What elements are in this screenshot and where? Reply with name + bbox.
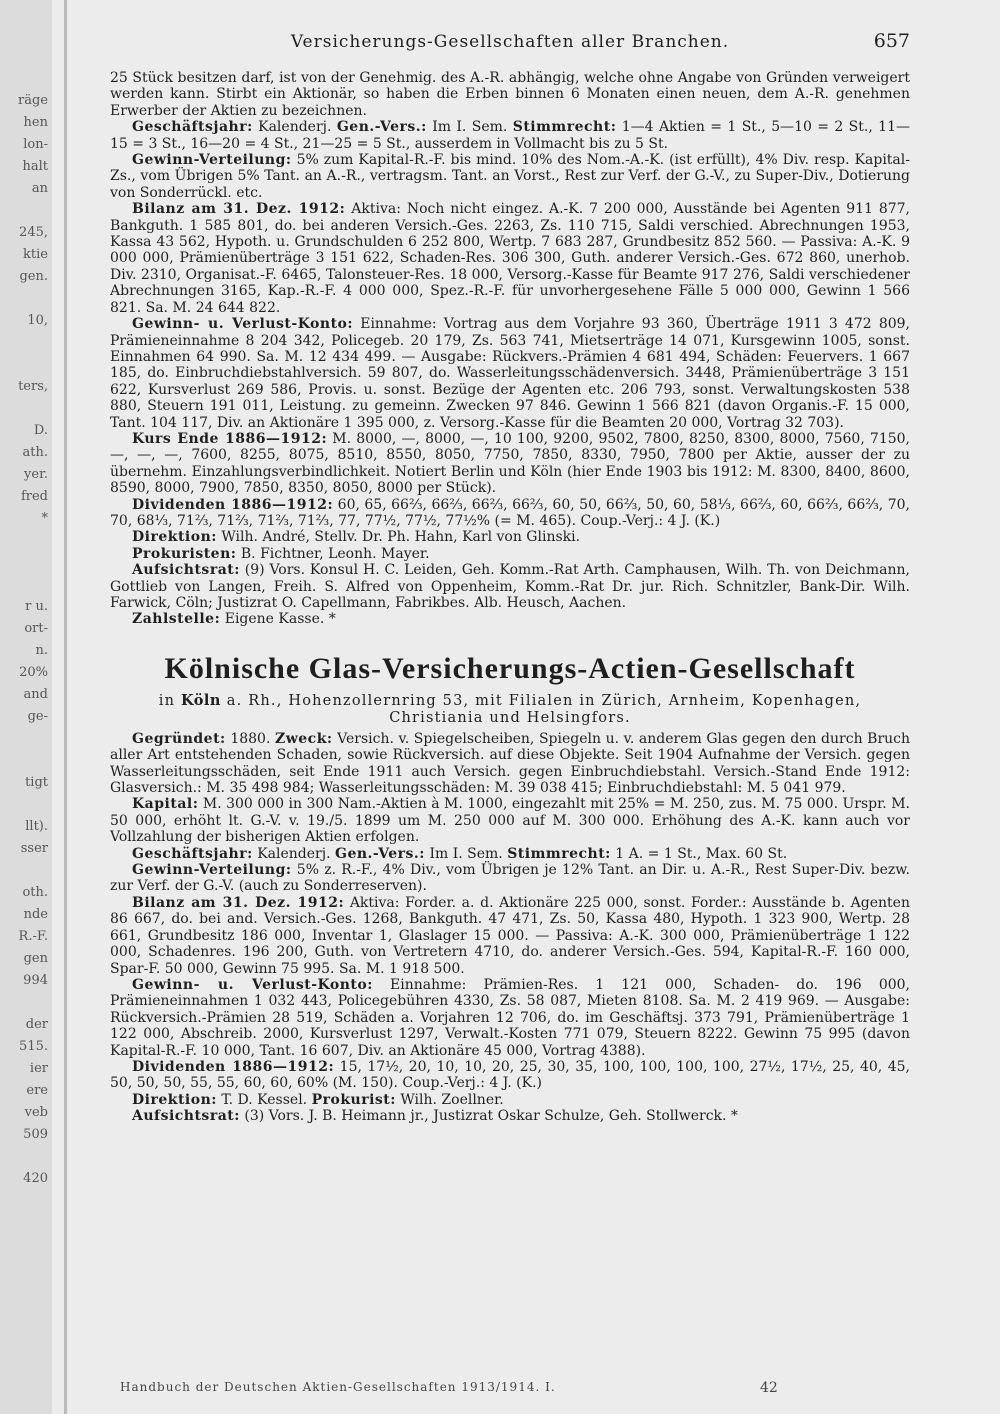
company-location xyxy=(110,692,910,727)
section-label: Kurs Ende 1886—1912: xyxy=(132,430,328,447)
section-text: 5% z. R.-F., 4% Div., vom Übrigen je 12% Tant. an Dir. u. A.-R., Rest Super-Div. bezw. zur Verf. der G.-V. (auch zu Sonderreserven). xyxy=(110,862,910,895)
section-label: Kapital: xyxy=(132,796,199,813)
margin-fragment xyxy=(0,200,48,222)
margin-fragment: ier xyxy=(29,1061,48,1076)
section-paragraph xyxy=(110,895,910,977)
location-text: a. Rh., Hohenzollernring 53, mit Filialen in Zürich, Arnheim, Kopenhagen, Christiania und Helsingfors. xyxy=(226,692,862,726)
running-title: Versicherungs-Gesellschaften aller Branchen. xyxy=(290,32,730,52)
section-text: M. 8000, —, 8000, —, 10 100, 9200, 9502, 7800, 8250, 8300, 8000, 7560, 7150, —, —, —, 7600, 8255, 8075, 8510, 8550, 8050, 7750, 7850, 8330, 7950, 7800 per Aktie, ausser der zu übernehm. Einzahlungsverbindlichkeit. Notiert Berlin und Köln (hier Ende 1903 bis 1912: M. 8300, 8400, 8600, 8590, 8000, 7900, 7850, 8350, 8050, 8000 per Stück). xyxy=(110,430,910,497)
section-text: 1—4 Aktien = 1 St., 5—10 = 2 St., 11—15 = 3 St., 16—20 = 4 St., 21—25 = 5 St., ausserdem in Vollmacht bis zu 5 St. xyxy=(110,119,910,152)
entry-intro-paragraph: 25 Stück besitzen darf, ist von der Genehmig. des A.-R. abhängig, welche ohne Angabe von Gründen verweigert werden kann. Stirbt ein Aktionär, so haben die Erben binnen 6 Monaten einen neuen, dem A.-R. genehmen Erwerber der Aktien zu bezeichnen. xyxy=(110,70,910,119)
margin-fragment xyxy=(0,398,48,420)
section-label: Gewinn- u. Verlust-Konto: xyxy=(132,316,354,333)
section-text: Einnahme: Prämien-Res. 1 121 000, Schaden- do. 196 000, Prämieneinnahmen 1 032 443, Policegebühren 4330, Zs. 58 087, Mieten 8108. Sa. M. 2 419 969. — Ausgabe: Rückversich.-Prämien 28 519, Schäden a. Vorjahren 12 706, do. im Geschäftsj. 373 791, Prämienüberträge 1 122 000, Abschreib. 2000, Kursverlust 1297, Verwalt.-Kosten 771 079, Steuern 8222. Gewinn 75 995 (davon Kapital-R.-F. 10 000, Tant. 16 607, Div. an Aktionäre 45 000, Vortrag 4388). xyxy=(110,976,910,1059)
margin-fragment: hen xyxy=(23,115,48,130)
location-prefix: in xyxy=(158,692,176,709)
section-label: Bilanz am 31. Dez. 1912: xyxy=(132,201,346,218)
margin-fragment: fred xyxy=(20,489,48,504)
margin-fragment: ere xyxy=(26,1083,48,1098)
margin-fragment: lon- xyxy=(23,137,48,152)
margin-fragment: oth. xyxy=(22,885,48,900)
margin-fragment: gen xyxy=(23,951,48,966)
section-label: Geschäftsjahr: xyxy=(132,119,253,136)
margin-fragment: ters, xyxy=(18,379,48,394)
section-paragraph xyxy=(110,731,910,797)
section-text: (9) Vors. Konsul H. C. Leiden, Geh. Komm.-Rat Arth. Camphausen, Wilh. Th. von Deichmann, Gottlieb von Langen, Freih. S. Alfred von Oppenheim, Komm.-Rat Dr. jur. Rich. Schnitzler, Bank-Dir. Wilh. Farwick, Cöln; Justizrat O. Capellmann, Fabrikbes. Alb. Heusch, Aachen. xyxy=(110,562,910,611)
margin-fragment: 420 xyxy=(23,1171,48,1186)
section-label: Gewinn- u. Verlust-Konto: xyxy=(132,976,373,993)
section-label: Bilanz am 31. Dez. 1912: xyxy=(132,894,345,911)
section-text: Einnahme: Vortrag aus dem Vorjahre 93 360, Überträge 1911 3 472 809, Prämieneinnahme 8 204 342, Policegeb. 20 179, Zs. 563 741, Mietserträge 14 071, Kursgewinn 1005, sonst. Einnahmen 64 990. Sa. M. 12 434 499. — Ausgabe: Rückvers.-Prämien 4 681 494, Schäden: Feuervers. 1 667 185, do. Einbruchdiebstahlversich. 59 807, do. Wasserleitungsschädenversich. 3448, Prämienüberträge 3 151 622, Kursverlust 269 586, Provis. u. sonst. Bezüge der Agenten etc. 206 793, sonst. Verwaltungskosten 538 880, Steuern 191 011, Leistung. zu gemeinn. Zwecken 97 846. Gewinn 1 566 821 (davon Organis.-F. 15 000, Tant. 104 117, Div. an Aktionäre 1 395 000, z. Versorg.-Kasse für die Beamten 20 000, Vortrag 32 703). xyxy=(110,316,910,431)
section-label: Zahlstelle: xyxy=(132,611,221,628)
section-text: Versich. v. Spiegelscheiben, Spiegeln u. v. anderem Glas gegen den durch Bruch aller Art entstehenden Schaden, sowie Rückversich. auf diese Objekte. Seit 1904 Aufnahme der Versich. gegen Wasserleitungsschäden, seit Ende 1911 auch Versich. gegen Einbruchdiebstahl. Versich.-Stand Ende 1912: Glasversich.: M. 35 498 984; Wasserleitungsschäden: M. 39 038 415; Einbruchdiebstahl: M. 5 041 979. xyxy=(110,730,910,797)
company-title: Kölnische Glas-Versicherungs-Actien-Gesellschaft xyxy=(164,651,856,685)
section-text: Aktiva: Forder. a. d. Aktionäre 225 000, sonst. Forder.: Ausstände b. Agenten 86 667, do. bei and. Versich.-Ges. 1268, Bankguth. 47 471, Zs. 50, Kassa 480, Hypoth. 1 323 900, Wertp. 28 661, Grundbesitz 186 000, Inventar 1, Glaslager 15 000. — Passiva: A.-K. 300 000, Prämienüberträge 1 122 000, Schadenres. 196 200, Guth. von Vertretern 4710, do. anderer Versich.-Ges. 594, Kapital-R.-F. 160 000, Spar-F. 50 000, Gewinn 75 995. Sa. M. 1 918 500. xyxy=(110,894,910,977)
margin-fragment xyxy=(0,860,48,882)
section-label: Gen.-Vers.: xyxy=(336,119,427,136)
section-paragraph xyxy=(110,201,910,316)
section-text: 1 A. = 1 St., Max. 60 St. xyxy=(615,845,788,862)
margin-fragment xyxy=(0,574,48,596)
footer-source: Handbuch der Deutschen Aktien-Gesellschaften 1913/1914. I. xyxy=(120,1380,556,1394)
margin-fragment: R.-F. xyxy=(18,929,48,944)
section-text: (3) Vors. J. B. Heimann jr., Justizrat Oskar Schulze, Geh. Stollwerck. * xyxy=(244,1108,738,1125)
footer-sheet-number: 42 xyxy=(760,1380,778,1396)
section-label: Prokuristen: xyxy=(132,545,237,562)
margin-fragment: 994 xyxy=(23,973,48,988)
section-paragraph xyxy=(110,529,910,545)
page-footer xyxy=(110,1380,910,1400)
section-label: Dividenden 1886—1912: xyxy=(132,496,334,513)
section-label: Stimmrecht: xyxy=(512,119,617,136)
section-label: Gewinn-Verteilung: xyxy=(132,152,292,169)
margin-fragment: 20% xyxy=(19,665,48,680)
section-paragraph xyxy=(110,546,910,562)
section-label: Stimmrecht: xyxy=(507,845,611,862)
section-label: Dividenden 1886—1912: xyxy=(132,1058,335,1075)
section-label: Geschäftsjahr: xyxy=(132,845,253,862)
margin-fragment: sser xyxy=(20,841,48,856)
section-paragraph xyxy=(110,431,910,497)
section-paragraph xyxy=(110,796,910,845)
section-label: Gegründet: xyxy=(132,730,226,747)
margin-fragment: nde xyxy=(23,907,48,922)
section-text: 5% zum Kapital-R.-F. bis mind. 10% des Nom.-A.-K. (ist erfüllt), 4% Div. resp. Kapital-Zs., vom Übrigen 5% Tant. an A.-R., vertragsm. Tant. an Vorst., Rest zur Verf. der G.-V., zu Super-Div., Dotierung von Sonderrückl. etc. xyxy=(110,152,910,201)
margin-fragment: llt). xyxy=(25,819,48,834)
section-paragraph xyxy=(110,1092,910,1108)
section-label: Aufsichtsrat: xyxy=(132,562,240,579)
margin-fragment: 10, xyxy=(27,313,48,328)
margin-fragment: n. xyxy=(35,643,48,658)
margin-fragment xyxy=(0,288,48,310)
section-text: Aktiva: Noch nicht eingez. A.-K. 7 200 000, Ausstände bei Agenten 911 877, Bankguth. 1 585 801, do. bei anderen Versich.-Ges. 2263, Zs. 110 715, Saldi verschied. Abrechnungen 1953, Kassa 43 562, Hypoth. u. Grundschulden 6 252 800, Wertp. 7 683 287, Grundbesitz 852 560. — Passiva: A.-K. 9 000 000, Prämienüberträge 3 151 622, Schaden-Res. 306 300, Guth. anderer Versich.-Ges. 672 860, unerhob. Div. 2310, Organisat.-F. 6465, Talonsteuer-Res. 18 000, Versorg.-Kasse für Beamte 917 276, Saldi verschiedener Abrechnungen 3165, Kap.-R.-F. 4 000 000, Spez.-R.-F. für unvorhergesehene Fälle 5 000 000, Gewinn 1 566 821. Sa. M. 24 644 822. xyxy=(110,201,910,316)
margin-fragment: D. xyxy=(33,423,48,438)
section-paragraph xyxy=(110,152,910,201)
margin-fragment: 509 xyxy=(23,1127,48,1142)
margin-fragment: gen. xyxy=(19,269,48,284)
margin-fragment: r u. xyxy=(25,599,48,614)
margin-fragment: yer. xyxy=(24,467,48,482)
company-entry-continued xyxy=(110,70,910,628)
section-text: 1880. xyxy=(230,730,271,747)
margin-fragment xyxy=(0,794,48,816)
margin-fragment: ktie xyxy=(23,247,48,262)
section-label: Aufsichtsrat: xyxy=(132,1108,240,1125)
section-text: Eigene Kasse. * xyxy=(224,611,336,628)
section-label: Direktion: xyxy=(132,1091,217,1108)
left-margin-fragments xyxy=(0,90,48,1190)
section-paragraph xyxy=(110,862,910,895)
margin-fragment: and xyxy=(23,687,48,702)
margin-fragment xyxy=(0,530,48,552)
section-paragraph xyxy=(110,846,910,862)
location-city: Köln xyxy=(180,691,221,709)
section-text: Wilh. Zoellner. xyxy=(400,1091,504,1108)
section-paragraph xyxy=(110,611,910,627)
section-text: M. 300 000 in 300 Nam.-Aktien à M. 1000, eingezahlt mit 25% = M. 250, zus. M. 75 000. Urspr. M. 50 000, erhöht lt. G.-V. v. 19./5. 1899 um M. 250 000 auf M. 300 000. Erhöhung des A.-K. kann auch vor Vollzahlung der bisherigen Aktien erfolgen. xyxy=(110,796,910,846)
margin-fragment: an xyxy=(31,181,48,196)
section-text: T. D. Kessel. xyxy=(221,1091,308,1108)
margin-fragment: 515. xyxy=(19,1039,48,1054)
margin-fragment xyxy=(0,992,48,1014)
margin-fragment xyxy=(0,552,48,574)
margin-fragment: halt xyxy=(22,159,48,174)
section-paragraph xyxy=(110,1108,910,1124)
margin-fragment: veb xyxy=(24,1105,48,1120)
section-text: Wilh. André, Stellv. Dr. Ph. Hahn, Karl von Glinski. xyxy=(221,529,581,546)
section-label: Gewinn-Verteilung: xyxy=(132,862,292,879)
margin-fragment xyxy=(0,750,48,772)
section-paragraph xyxy=(110,562,910,611)
section-text: Kalenderj. xyxy=(257,845,331,862)
company-entry xyxy=(110,652,910,1125)
section-text: Im I. Sem. xyxy=(429,845,503,862)
page-number: 657 xyxy=(873,30,910,52)
margin-fragment: 245, xyxy=(19,225,48,240)
section-text: B. Fichtner, Leonh. Mayer. xyxy=(240,545,430,562)
margin-fragment: ath. xyxy=(22,445,48,460)
margin-fragment xyxy=(0,332,48,354)
margin-fragment: räge xyxy=(18,93,48,108)
section-text: 15, 17½, 20, 10, 10, 20, 25, 30, 35, 100, 100, 100, 100, 27½, 17½, 25, 40, 45, 50, 50, 50, 55, 55, 60, 60, 60% (M. 150). Coup.-Verj.: 4 J. (K.) xyxy=(110,1058,910,1092)
section-paragraph xyxy=(110,1059,910,1092)
page-header xyxy=(110,32,910,60)
section-label: Gen.-Vers.: xyxy=(334,845,425,862)
section-text: Kalenderj. xyxy=(258,119,332,136)
section-label: Prokurist: xyxy=(311,1091,396,1108)
margin-fragment xyxy=(0,1146,48,1168)
margin-fragment: der xyxy=(25,1017,48,1032)
section-paragraph xyxy=(110,497,910,530)
section-label: Zweck: xyxy=(275,730,333,747)
page-separator xyxy=(64,0,67,1414)
section-paragraph xyxy=(110,119,910,152)
margin-fragment: ort- xyxy=(24,621,48,636)
margin-fragment: tigt xyxy=(25,775,48,790)
section-paragraph xyxy=(110,977,910,1059)
margin-fragment: ge- xyxy=(27,709,48,724)
margin-fragment xyxy=(0,354,48,376)
margin-fragment: * xyxy=(41,511,48,526)
text-column xyxy=(110,70,910,1400)
margin-fragment xyxy=(0,728,48,750)
section-text: 60, 65, 66⅔, 66⅔, 66⅔, 66⅔, 60, 50, 66⅔, 50, 60, 58⅓, 66⅔, 60, 66⅔, 66⅔, 70, 70, 68⅓, 71⅔, 71⅔, 71⅔, 71⅔, 77, 77½, 77½, 77½% (= M. 465). Coup.-Verj.: 4 J. (K.) xyxy=(110,496,910,529)
section-label: Direktion: xyxy=(132,529,217,546)
section-paragraph xyxy=(110,316,910,431)
section-text: Im I. Sem. xyxy=(432,119,508,136)
